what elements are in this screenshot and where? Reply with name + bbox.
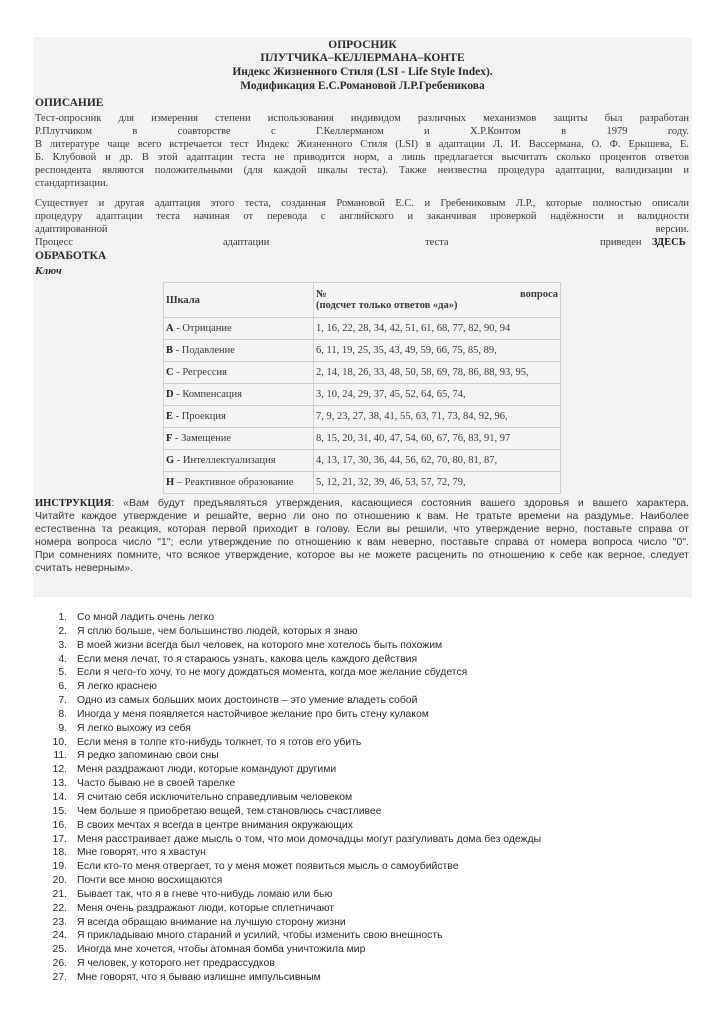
question-item — [35, 680, 675, 694]
questions-cell: 7, 9, 23, 27, 38, 41, 55, 63, 71, 73, 84, 92, 96, — [314, 406, 561, 428]
questions-cell: 5, 12, 21, 32, 39, 46, 53, 57, 72, 79, — [314, 472, 561, 494]
key-table-row — [164, 362, 561, 384]
questions-cell: 3, 10, 24, 29, 37, 45, 52, 64, 65, 74, — [314, 384, 561, 406]
header-questions: № вопроса (подсчет только ответов «да») — [314, 283, 561, 318]
question-number: 6. — [58, 681, 67, 693]
question-item — [35, 943, 675, 957]
scale-name: - Замещение — [172, 433, 232, 444]
question-item — [35, 805, 675, 819]
question-number: 25. — [52, 944, 67, 956]
scale-name: - Отрицание — [173, 323, 232, 334]
question-number: 4. — [58, 653, 67, 665]
paragraph-line: Читайте каждое утверждение и решайте, верно ли оно по отношению к вам. Не тратьте времени на раздумье. Наиболее — [35, 510, 689, 523]
scale-name: - Проекция — [173, 411, 226, 422]
question-text: Если меня лечат, то я стараюсь узнать, какова цель каждого действия — [77, 653, 418, 665]
question-text: Чем больше я приобретаю вещей, тем становлюсь счастливее — [77, 805, 382, 817]
question-text: Меня раздражают люди, которые командуют другими — [77, 764, 337, 776]
question-item — [35, 833, 675, 847]
question-text: Если я чего-то хочу, то не могу дождаться момента, когда мое желание сбудется — [77, 667, 468, 679]
doc-authors: ПЛУТЧИКА–КЕЛЛЕРМАНА–КОНТЕ — [260, 52, 465, 64]
question-number: 1. — [58, 612, 67, 623]
doc-title: ОПРОСНИК — [328, 39, 397, 51]
description-heading: ОПИСАНИЕ — [35, 97, 104, 109]
key-table — [163, 282, 561, 494]
question-item — [35, 625, 675, 639]
question-item — [35, 902, 675, 916]
scale-cell — [164, 362, 314, 384]
scale-letter: H — [166, 477, 175, 488]
here-link[interactable]: ЗДЕСЬ — [652, 237, 686, 248]
word: теста — [425, 237, 449, 248]
question-text: Я прикладываю много стараний и усилий, чтобы изменить свою внешность — [77, 930, 443, 942]
question-text: Часто бываю не в своей тарелке — [77, 778, 236, 790]
paragraph-line: Тест-опросник для измерения степени использования индивидом различных механизмов защиты был разработан — [35, 113, 689, 124]
question-item — [35, 929, 675, 943]
paragraph-line: При сомнениях помните, что всякое утверждение, которое вы не можете расценить по отношению к себе как верное, следует — [35, 549, 689, 562]
question-number: 14. — [52, 791, 67, 803]
question-item — [35, 749, 675, 763]
scale-name: - Интеллектуализация — [174, 455, 276, 466]
question-number: 2. — [58, 625, 67, 637]
paragraph-line: стандартизации. — [35, 178, 109, 190]
paragraph-line: адаптированной версии. — [35, 224, 689, 236]
adaptation-link-line — [35, 236, 689, 249]
question-item — [35, 819, 675, 833]
question-number: 3. — [58, 639, 67, 651]
question-number: 21. — [52, 888, 67, 900]
question-text: Иногда мне хочется, чтобы атомная бомба уничтожила мир — [77, 944, 366, 956]
key-table-row — [164, 428, 561, 450]
key-table-row — [164, 450, 561, 472]
key-label: Ключ — [35, 265, 62, 277]
key-table-header — [164, 283, 561, 318]
question-text: Меня расстраивает даже мысль о том, что мои домочадцы могут разгуливать дома без одежды — [77, 833, 542, 845]
question-number: 26. — [52, 958, 67, 970]
header-scale: Шкала — [164, 283, 314, 318]
question-text: Одно из самых больших моих достоинств – это умение владеть собой — [77, 695, 418, 707]
question-number: 20. — [52, 875, 67, 887]
question-number: 8. — [58, 708, 67, 720]
question-number: 23. — [52, 916, 67, 928]
question-number: 13. — [52, 778, 67, 790]
question-item — [35, 722, 675, 736]
key-table-row — [164, 472, 561, 494]
question-text: Я сплю больше, чем большинство людей, которых я знаю — [77, 625, 358, 637]
question-item — [35, 694, 675, 708]
scale-cell — [164, 450, 314, 472]
questions-cell: 6, 11, 19, 25, 35, 43, 49, 59, 66, 75, 85, 89, — [314, 340, 561, 362]
question-text: Меня очень раздражают люди, которые сплетничают — [77, 902, 335, 914]
question-number: 17. — [52, 833, 67, 845]
question-text: Если меня в толпе кто-нибудь толкнет, то я готов его убить — [77, 736, 362, 748]
question-number: 12. — [52, 764, 67, 776]
question-item — [35, 860, 675, 874]
question-number: 22. — [52, 902, 67, 914]
question-text: Мне говорят, что я бываю излишне импульсивным — [77, 971, 321, 983]
scale-cell — [164, 406, 314, 428]
question-item — [35, 666, 675, 680]
scale-name: – Реактивное образование — [174, 477, 294, 488]
questions-cell: 2, 14, 18, 26, 33, 48, 50, 58, 69, 78, 86, 88, 93, 95, — [314, 362, 561, 384]
paragraph-line: респондента являются положительными (для каждой шкалы теста). Также неизвестна процедура адаптации, валидизации и — [35, 165, 689, 177]
question-item — [35, 639, 675, 653]
question-item — [35, 611, 675, 625]
question-text: Со мной ладить очень легко — [77, 612, 215, 623]
paragraph-line: Существует и другая адаптация этого теста, созданная Романовой Е.С. и Гребениковым Л.Р., которые полностью описали — [35, 198, 689, 209]
question-item — [35, 971, 675, 985]
scale-cell — [164, 384, 314, 406]
paragraph-line: В литературе чаще всего встречается тест Индекс Жизненного Стиля (LSI) в адаптации Л. И. Вассермана, О. Ф. Ерышева, Е. — [35, 139, 689, 151]
scale-name: - Подавление — [173, 345, 235, 356]
question-text: Я человек, у которого нет предрассудков — [77, 958, 275, 970]
scale-letter: C — [166, 367, 174, 378]
question-number: 24. — [52, 930, 67, 942]
questions-cell: 1, 16, 22, 28, 34, 42, 51, 61, 68, 77, 82, 90, 94 — [314, 318, 561, 340]
instruction-paragraph: ИНСТРУКЦИЯ: «Вам будут предъявляться утверждения, касающиеся состояния вашего здоровья и вашего характера. Читайте каждое утверждение и решайте, верно ли оно по отношению к вам. Не тратьте времени на раздумье. Наиболее естественна та реакция, которая первой приходит в голову. Если вы решили, что утверждение верно, поставьте справа от номера вопроса число "1"; если утверждение по отношению к вам неверно, поставьте справа от номера вопроса число "0". При сомнениях помните, что всякое утверждение, которое вы не можете расценить по отношению к себе как верное, следует считать неверным». — [35, 497, 689, 575]
question-list — [35, 611, 675, 985]
scale-name: - Регрессия — [173, 367, 227, 378]
question-text: Я легко краснею — [77, 681, 157, 693]
question-number: 5. — [58, 667, 67, 679]
key-table-row — [164, 406, 561, 428]
paragraph-line: процедуру адаптации теста начиная от перевода с английского и заканчивая проверкой надёжности и валидности — [35, 211, 689, 223]
question-number: 18. — [52, 847, 67, 859]
question-number: 9. — [58, 722, 67, 734]
scale-cell — [164, 340, 314, 362]
word: Процесс — [35, 237, 73, 248]
question-text: Мне говорят, что я хвастун — [77, 847, 206, 859]
question-item — [35, 763, 675, 777]
key-table-row — [164, 340, 561, 362]
question-item — [35, 791, 675, 805]
paragraph-line: считать неверным». — [35, 562, 134, 575]
question-text: Бывает так, что я в гневе что-нибудь ломаю или бью — [77, 888, 333, 900]
question-number: 16. — [52, 819, 67, 831]
question-text: Я всегда обращаю внимание на лучшую сторону жизни — [77, 916, 346, 928]
question-item — [35, 916, 675, 930]
scale-letter: G — [166, 455, 175, 466]
question-item — [35, 653, 675, 667]
question-text: Иногда у меня появляется настойчивое желание про бить стену кулаком — [77, 708, 429, 720]
question-number: 19. — [52, 861, 67, 873]
question-item — [35, 888, 675, 902]
scale-letter: F — [166, 433, 173, 444]
scale-letter: E — [166, 411, 174, 422]
processing-heading: ОБРАБОТКА — [35, 250, 107, 262]
word: адаптации — [223, 237, 270, 248]
word: приведен — [600, 237, 642, 248]
scale-cell — [164, 472, 314, 494]
question-number: 7. — [58, 695, 67, 707]
question-number: 27. — [52, 971, 67, 983]
scale-cell — [164, 428, 314, 450]
questions-cell: 4, 13, 17, 30, 36, 44, 56, 62, 70, 80, 81, 87, — [314, 450, 561, 472]
paragraph-line: Б. Клубовой и др. В этой адаптации теста не приводится норм, а лишь предлагается высчитать сколько процентов ответов — [35, 152, 689, 164]
question-number: 15. — [52, 805, 67, 817]
question-text: Если кто-то меня отвергает, то у меня может появиться мысль о самоубийстве — [77, 861, 459, 873]
scale-name: - Компенсация — [173, 389, 242, 400]
question-item — [35, 708, 675, 722]
question-item — [35, 777, 675, 791]
question-number: 11. — [53, 750, 67, 762]
scale-letter: D — [166, 389, 174, 400]
doc-modification: Модификация Е.С.Романовой Л.Р.Гребеникова — [240, 80, 485, 92]
paragraph-line: Р.Плутчиком в соавторстве с Г.Келлерманом и Х.Р.Контом в 1979 году. — [35, 126, 689, 138]
doc-subtitle: Индекс Жизненного Стиля (LSI - Life Style Index). — [232, 66, 493, 78]
paragraph-line: номера вопроса число "1"; если утверждение по отношению к вам неверно, поставьте справа от номера вопроса число "0". — [35, 536, 689, 549]
question-text: Я считаю себя исключительно справедливым человеком — [77, 791, 353, 803]
question-item — [35, 846, 675, 860]
question-item — [35, 874, 675, 888]
question-text: Я легко выхожу из себя — [77, 722, 191, 734]
instruction-heading: ИНСТРУКЦИЯ — [35, 498, 112, 509]
question-item — [35, 736, 675, 750]
scale-letter: B — [166, 345, 174, 356]
questions-cell: 8, 15, 20, 31, 40, 47, 54, 60, 67, 76, 83, 91, 97 — [314, 428, 561, 450]
scale-letter: A — [166, 323, 174, 334]
description-paragraph-2 — [35, 197, 689, 236]
question-number: 10. — [52, 736, 67, 748]
question-text: Я редко запоминаю свои сны — [77, 750, 219, 762]
key-table-row — [164, 318, 561, 340]
key-table-row — [164, 384, 561, 406]
question-text: Почти все мною восхищаются — [77, 875, 223, 887]
question-text: В своих мечтах я всегда в центре внимания окружающих — [77, 819, 353, 831]
description-paragraph-1 — [35, 112, 689, 191]
scale-cell — [164, 318, 314, 340]
question-text: В моей жизни всегда был человек, на которого мне хотелось быть похожим — [77, 639, 443, 651]
paragraph-line: естественна та реакция, которая первой приходит в голову. Если вы решили, что утверждение верно, поставьте справа от — [35, 523, 689, 536]
question-item — [35, 957, 675, 971]
